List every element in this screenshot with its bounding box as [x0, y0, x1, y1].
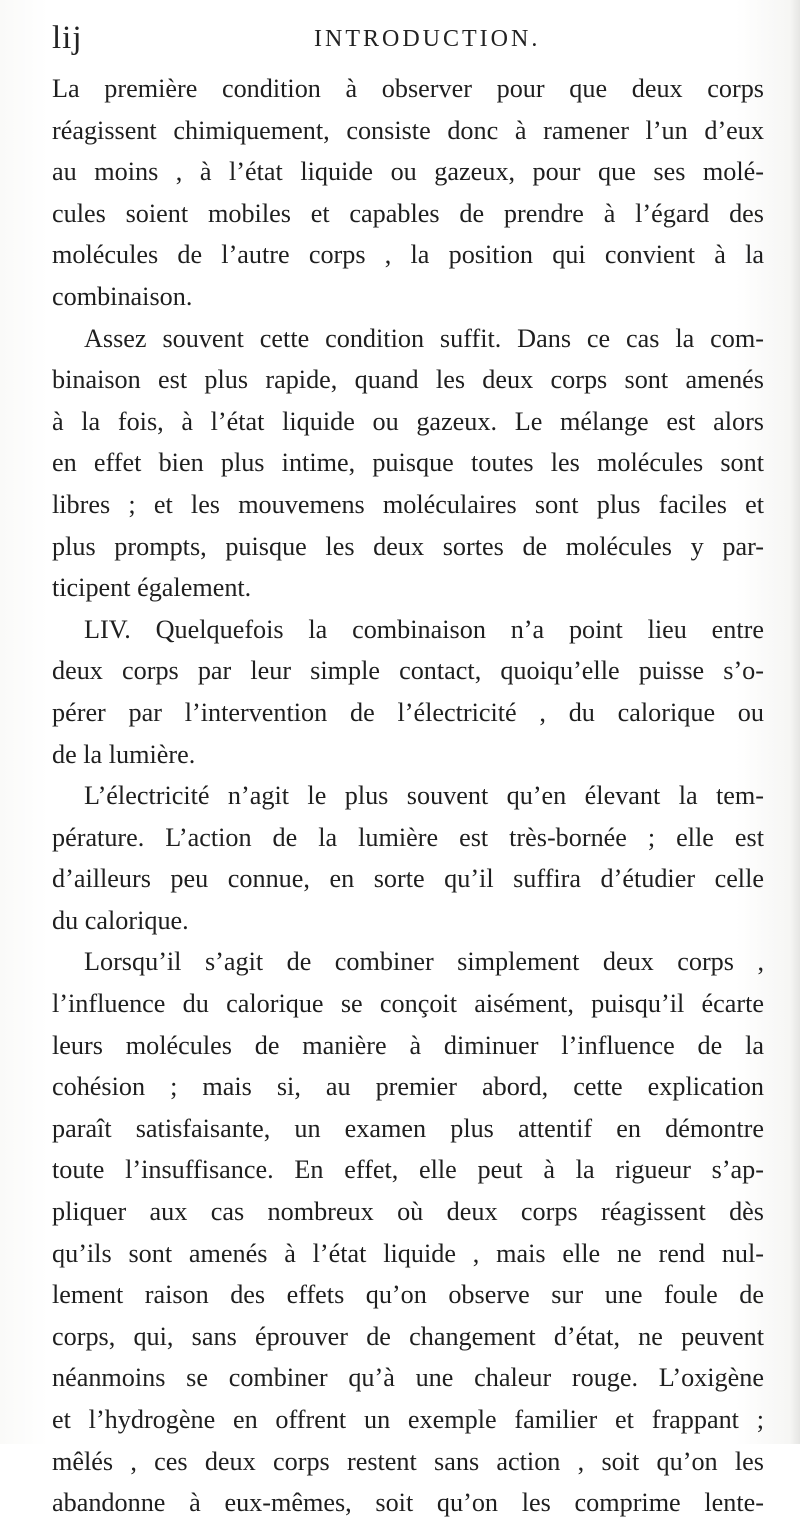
text-line: molécules de l’autre corps , la position qui convient à la	[52, 240, 764, 270]
text-line: pliquer aux cas nombreux où deux corps réagissent dès	[52, 1197, 764, 1227]
text-line: et l’hydrogène en offrent un exemple familier et frappant ;	[52, 1405, 764, 1434]
text-line: d’ailleurs peu connue, en sorte qu’il suffira d’étudier celle	[52, 864, 764, 894]
text-line: paraît satisfaisante, un examen plus attentif en démontre	[52, 1113, 764, 1143]
text-line: de la lumière.	[52, 739, 196, 769]
text-line: au moins , à l’état liquide ou gazeux, pour que ses molé-	[52, 157, 764, 187]
text-line: libres ; et les mouvemens moléculaires sont plus faciles et	[52, 489, 764, 519]
text-line: réagissent chimiquement, consiste donc à ramener l’un d’eux	[52, 115, 764, 145]
text-line: La première condition à observer pour que deux corps	[52, 74, 764, 103]
text-line: corps, qui, sans éprouver de changement d’état, ne peuvent	[52, 1321, 764, 1351]
text-line: néanmoins se combiner qu’à une chaleur rouge. L’oxigène	[52, 1363, 764, 1393]
text-line: en effet bien plus intime, puisque toutes les molécules sont	[52, 448, 764, 478]
text-line: Lorsqu’il s’agit de combiner simplement deux corps ,	[84, 947, 764, 977]
text-line: plus prompts, puisque les deux sortes de molécules y par-	[52, 531, 764, 561]
text-line: l’influence du calorique se conçoit aisément, puisqu’il écarte	[52, 989, 764, 1019]
running-head: INTRODUCTION.	[314, 26, 541, 52]
text-line: à la fois, à l’état liquide ou gazeux. Le mélange est alors	[52, 406, 764, 436]
text-line: cules soient mobiles et capables de prendre à l’égard des	[52, 198, 764, 228]
page-header	[52, 14, 758, 64]
page-number: lij	[52, 20, 83, 56]
text-line: combinaison.	[52, 281, 193, 311]
text-line: L’électricité n’agit le plus souvent qu’en élevant la tem-	[84, 781, 764, 811]
page-edge-shadow	[790, 0, 800, 1444]
text-line: leurs molécules de manière à diminuer l’influence de la	[52, 1030, 764, 1060]
text-line: mêlés , ces deux corps restent sans action , soit qu’on les	[52, 1446, 764, 1476]
text-line: pérer par l’intervention de l’électricité , du calorique ou	[52, 697, 764, 727]
text-line: toute l’insuffisance. En effet, elle peut à la rigueur s’ap-	[52, 1155, 764, 1185]
text-line: Assez souvent cette condition suffit. Dans ce cas la com-	[84, 323, 764, 353]
text-line: cohésion ; mais si, au premier abord, cette explication	[52, 1072, 764, 1102]
text-line: qu’ils sont amenés à l’état liquide , mais elle ne rend nul-	[52, 1238, 764, 1268]
text-line: lement raison des effets qu’on observe sur une foule de	[52, 1280, 764, 1310]
body-text	[52, 68, 764, 1524]
text-line: abandonne à eux-mêmes, soit qu’on les comprime lente-	[52, 1488, 764, 1518]
text-line: ticipent également.	[52, 573, 252, 603]
text-line: du calorique.	[52, 905, 189, 935]
text-line: pérature. L’action de la lumière est très-bornée ; elle est	[52, 822, 764, 852]
text-line: deux corps par leur simple contact, quoiqu’elle puisse s’o-	[52, 656, 764, 686]
text-line: binaison est plus rapide, quand les deux corps sont amenés	[52, 365, 764, 395]
text-line: LIV. Quelquefois la combinaison n’a point lieu entre	[84, 614, 764, 644]
